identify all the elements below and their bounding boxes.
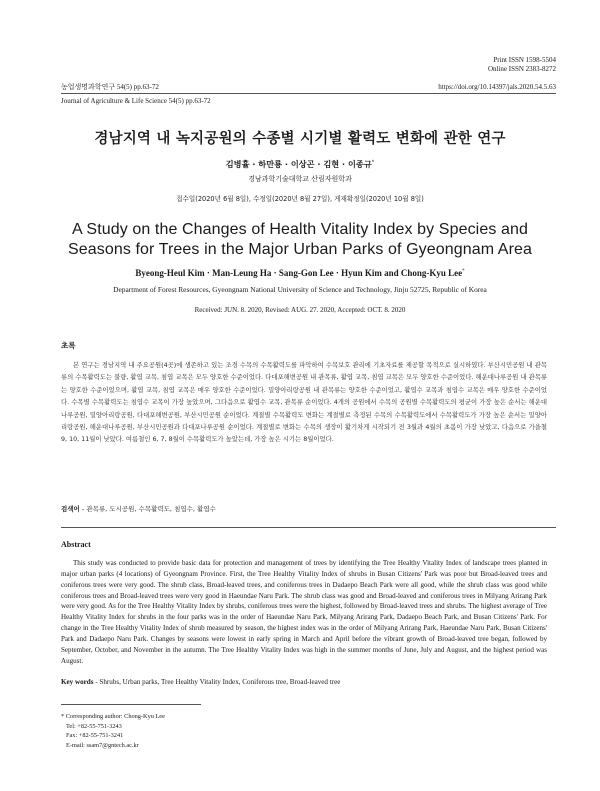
authors-korean-names: 김병휼 · 하만룡 · 이상곤 · 김현 · 이종규 bbox=[225, 159, 372, 169]
keywords-korean-label: 검색어 bbox=[61, 505, 80, 513]
journal-ref-ko: 농업생명과학연구 54(5) pp.63-72 bbox=[61, 83, 159, 91]
journal-ref-en: Journal of Agriculture & Life Science 54(5) pp.63-72 bbox=[61, 97, 211, 105]
header-divider bbox=[61, 93, 556, 94]
section-divider bbox=[61, 527, 556, 528]
print-issn: Print ISSN 1598-5504 bbox=[493, 56, 556, 64]
dates-korean: 접수일(2020년 6월 8일), 수정일(2020년 8월 27일), 게재확정일(2020년 10월 8일) bbox=[176, 195, 424, 203]
authors-english bbox=[0, 268, 600, 278]
footnote-author: * Corresponding author: Chong-Kyu Lee bbox=[61, 713, 165, 720]
title-english bbox=[0, 220, 600, 260]
abstract-korean-text: 본 연구는 경남지역 내 주요공원(4곳)에 생존하고 있는 조경 수목의 수목활력도를 파악하여 수목보호 관리에 기초자료를 제공할 목적으로 실시하였다. 부산시민공원 내 관목류의 수목활력도는 불량, 활엽 교목, 침엽 교목은 모두 양호한 수준이었다. 다대포해변공원 내 관목류, 활엽 교목, 침엽 교목은 모두 양호한 수준이었다. 해운대나루공원 내 관목류는 양호한 수준이었으며, 활엽 교목, 침엽 교목은 매우 양호한 수준이었다. 밀양아리랑공원 내 관목류는 양호한 수준이었고, 활엽수 교목과 침엽수 교목은 매우 양호한 수준이었다. 수목별 수목활력도는 침엽수 교목이 가장 높았으며, 그다음으로 활엽수 교목, 관목류 순이었다. 4개의 공원에서 수목의 공원별 수목활력도의 평균이 가장 높은 순서는 해운대나루공원, 밀양아리랑공원, 다대포해변공원, 부산시민공원 순이었다. 계절별 수목활력도 변화는 계절별로 측정된 수목의 수목활력도에서 수목활력도가 가장 높은 순서는 밀양아리랑공원, 해운대나루공원, 부산시민공원과 다대포나루공원 순이었다. 계절별로 변화는 수목의 생장이 활기차게 시작되기 전 3월과 4월의 초봄이 가장 낮았고, 다음으로 가을철 9, 10, 11월이 낮았다. 여름철인 6, 7, 8월이 수목활력도가 높았는데, 가장 높은 시기는 8월이었다. bbox=[61, 362, 547, 444]
issn-block bbox=[488, 56, 556, 74]
title-english-line2: Seasons for Trees in the Major Urban Parks of Gyeongnam Area bbox=[67, 241, 532, 258]
corresponding-mark-ko: * bbox=[371, 159, 375, 166]
abstract-korean-heading: 초록 bbox=[61, 341, 76, 350]
online-issn: Online ISSN 2383-8272 bbox=[487, 65, 556, 73]
authors-korean bbox=[0, 159, 600, 170]
keywords-korean bbox=[61, 504, 216, 513]
footnote-divider bbox=[61, 704, 201, 705]
title-korean: 경남지역 내 녹지공원의 수종별 시기별 활력도 변화에 관한 연구 bbox=[94, 131, 506, 147]
title-english-line1: A Study on the Changes of Health Vitality Index by Species and bbox=[72, 221, 528, 238]
abstract-english-text: This study was conducted to provide basic data for protection and management of trees by identifying the Tree Healthy Vitality Index of landscape trees planted in major urban parks (4 locations) of Gyeongnam Province. First, the Tree Healthy Vitality Index of shrubs in Busan Citizens' Park was poor but Broad-leaved trees and coniferous trees were very good. The shrub class, Broad-leaved trees, and coniferous trees in Dadaepo Beach Park were all good, while the shrub class was good while coniferous trees and Broad-leaved trees were very good in Haeundae Naru Park. The shrub class was good and Broad-leaved and coniferous trees in Milyang Arirang Park were very good. As for the Tree Healthy Vitality Index by shrubs, coniferous trees were the highest, followed by Broad-leaved trees and shrubs. The highest average of Tree Healthy Vitality Index for shrubs in the four parks was in the order of Haeundae Naru Park, Milyang Arirang Park, Dadaepo Beach Park, and Busan Citizens' Park. For change in the Tree Healthy Vitality Index of shrub measured by season, the highest index was in the order of Milyang Arirang Park, Haeundae Naru Park, Busan Citizens' Park and Dadaepo Naru Park. Changes by seasons were lowest in early spring in March and April before the vibrant growth of Broad-leaved tree began, followed by September, October, and November in the autumn. The Tree Healthy Vitality Index was high in the summer months of June, July and August, and the highest period was August. bbox=[61, 559, 547, 665]
corresponding-footnote bbox=[61, 712, 165, 750]
corresponding-mark-en: * bbox=[462, 269, 465, 274]
abstract-english-body bbox=[61, 558, 547, 666]
footnote-fax: Fax: +82-55-751-3241 bbox=[66, 732, 124, 740]
doi-link[interactable]: https://doi.org/10.14397/jals.2020.54.5.63 bbox=[438, 83, 556, 91]
keywords-english bbox=[61, 678, 340, 686]
footnote-tel: Tel: +82-55-751-3243 bbox=[66, 722, 122, 730]
affiliation-korean: 경남과학기술대학교 산림자원학과 bbox=[248, 175, 352, 183]
dates-english: Received: JUN. 8. 2020, Revised: AUG. 27. 2020, Accepted: OCT. 8. 2020 bbox=[194, 306, 406, 314]
affiliation-english: Department of Forest Resources, Gyeongnam National University of Science and Technology, Jinju 52725, Republic of Korea bbox=[113, 285, 487, 294]
footnote-email[interactable]: E-mail: ssam7@gntech.ac.kr bbox=[66, 741, 139, 749]
keywords-korean-text: - 관목류, 도시공원, 수목활력도, 침엽수, 활엽수 bbox=[79, 505, 216, 513]
authors-english-names: Byeong-Heul Kim · Man-Leung Ha · Sang-Gon Lee · Hyun Kim and Chong-Kyu Lee bbox=[135, 268, 463, 278]
abstract-english-heading: Abstract bbox=[61, 540, 91, 549]
abstract-korean-body bbox=[61, 360, 547, 447]
keywords-english-label: Key words bbox=[61, 678, 94, 686]
keywords-english-text: - Shrubs, Urban parks, Tree Healthy Vitality Index, Coniferous tree, Broad-leaved tree bbox=[93, 678, 341, 686]
